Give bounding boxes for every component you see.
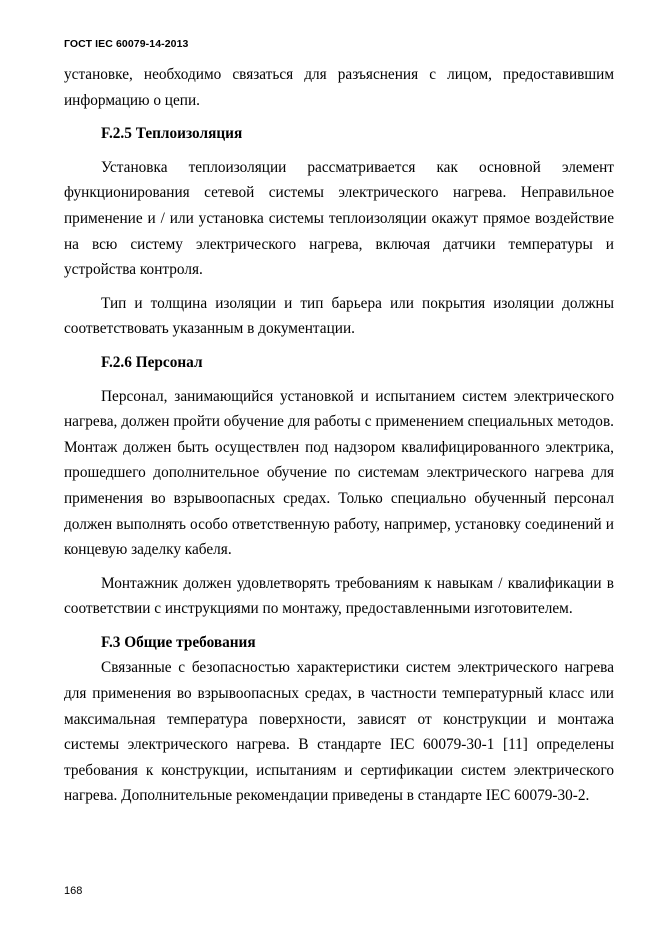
section-heading-f3: F.3 Общие требования	[101, 633, 256, 651]
document-header: ГОСТ IEC 60079-14-2013	[64, 38, 189, 50]
page-number: 168	[64, 885, 83, 897]
section-heading-f26: F.2.6 Персонал	[101, 353, 203, 371]
section-heading-f25: F.2.5 Теплоизоляция	[101, 125, 243, 143]
paragraph-f26-1: Персонал, занимающийся установкой и испытанием систем электрического нагрева, должен пройти обучение для работы с применением специальных методов. Монтаж должен быть осуществлен под надзором квалифицированного электрика, прошедшего дополнительное обучение по системам электрического нагрева для применения во взрывоопасных средах. Только специально обученный персонал должен выполнять особо ответственную работу, например, установку соединений и концевую заделку кабеля.	[64, 387, 614, 559]
paragraph-f25-1: Установка теплоизоляции рассматривается как основной элемент функционирования сетевой системы электрического нагрева. Неправильное применение и / или установка системы теплоизоляции окажут прямое воздействие на всю систему электрического нагрева, включая датчики температуры и устройства контроля.	[64, 158, 614, 279]
paragraph-f26-2: Монтажник должен удовлетворять требованиям к навыкам / квалификации в соответствии с инструкциями по монтажу, предоставленными изготовителем.	[64, 574, 614, 618]
page-body	[64, 62, 614, 809]
paragraph-f3-1: Связанные с безопасностью характеристики систем электрического нагрева для применения во взрывоопасных средах, в частности температурный класс или максимальная температура поверхности, зависят от конструкции и монтажа системы электрического нагрева. В стандарте IEC 60079-30-1 [11] определены требования к конструкции, испытаниям и сертификации систем электрического нагрева. Дополнительные рекомендации приведены в стандарте IEC 60079-30-2.	[64, 659, 614, 805]
paragraph-f25-2: Тип и толщина изоляции и тип барьера или покрытия изоляции должны соответствовать указанным в документации.	[64, 294, 614, 338]
continued-paragraph: установке, необходимо связаться для разъяснения с лицом, предоставившим информацию о цепи.	[64, 66, 614, 109]
